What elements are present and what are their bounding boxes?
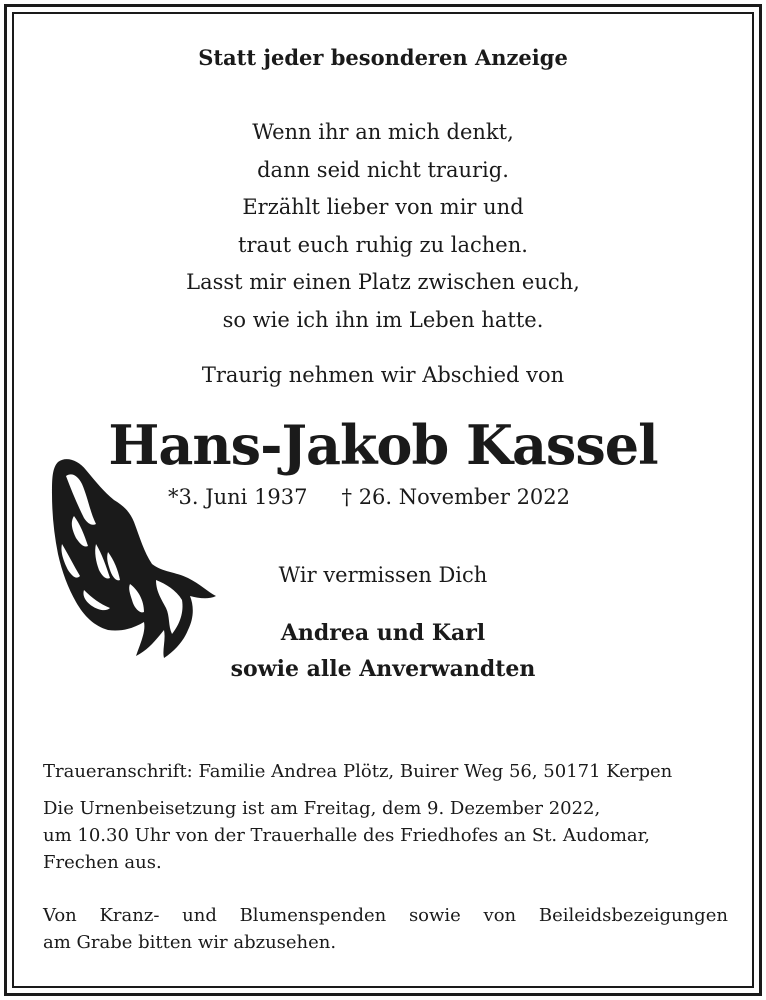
donations-word: sowie xyxy=(408,905,461,926)
donations-line: am Grabe bitten wir abzusehen. xyxy=(43,932,337,953)
deceased-name: Hans-Jakob Kassel xyxy=(108,413,658,477)
poem-line: traut euch ruhig zu lachen. xyxy=(238,232,528,257)
miss-you-text: Wir vermissen Dich xyxy=(278,563,488,587)
poem-line: so wie ich ihn im Leben hatte. xyxy=(222,307,544,332)
poem-line: dann seid nicht traurig. xyxy=(257,157,509,182)
burial-line: Die Urnenbeisetzung ist am Freitag, dem 9. Dezember 2022, xyxy=(43,798,601,819)
mourner-line: sowie alle Anverwandten xyxy=(230,656,536,682)
donations-line xyxy=(43,902,728,929)
poem-line: Lasst mir einen Platz zwischen euch, xyxy=(186,270,580,294)
poem-line: Erzählt lieber von mir und xyxy=(242,195,524,219)
burial-line: Frechen aus. xyxy=(43,852,162,873)
notice-heading: Statt jeder besonderen Anzeige xyxy=(198,45,568,70)
death-date: † 26. November 2022 xyxy=(341,485,571,509)
donations-word: Blumenspenden xyxy=(239,905,387,926)
donations-word: Von xyxy=(43,905,77,926)
farewell-text: Traurig nehmen wir Abschied von xyxy=(201,363,565,387)
life-dates xyxy=(168,482,570,512)
donations-word: von xyxy=(483,905,517,926)
donations-note xyxy=(43,902,728,956)
mourning-address: Traueranschrift: Familie Andrea Plötz, Buirer Weg 56, 50171 Kerpen xyxy=(43,761,673,782)
burial-line: um 10.30 Uhr von der Trauerhalle des Friedhofes an St. Audomar, xyxy=(43,825,650,846)
donations-word: Beileidsbezeigungen xyxy=(538,905,728,926)
burial-info xyxy=(43,795,728,876)
mourner-line: Andrea und Karl xyxy=(280,620,486,646)
birth-date: *3. Juni 1937 xyxy=(168,485,308,509)
mourners xyxy=(0,615,766,687)
poem-line: Wenn ihr an mich denkt, xyxy=(252,120,514,144)
poem xyxy=(0,114,766,339)
donations-word: Kranz- xyxy=(99,905,160,926)
donations-word: und xyxy=(182,905,217,926)
